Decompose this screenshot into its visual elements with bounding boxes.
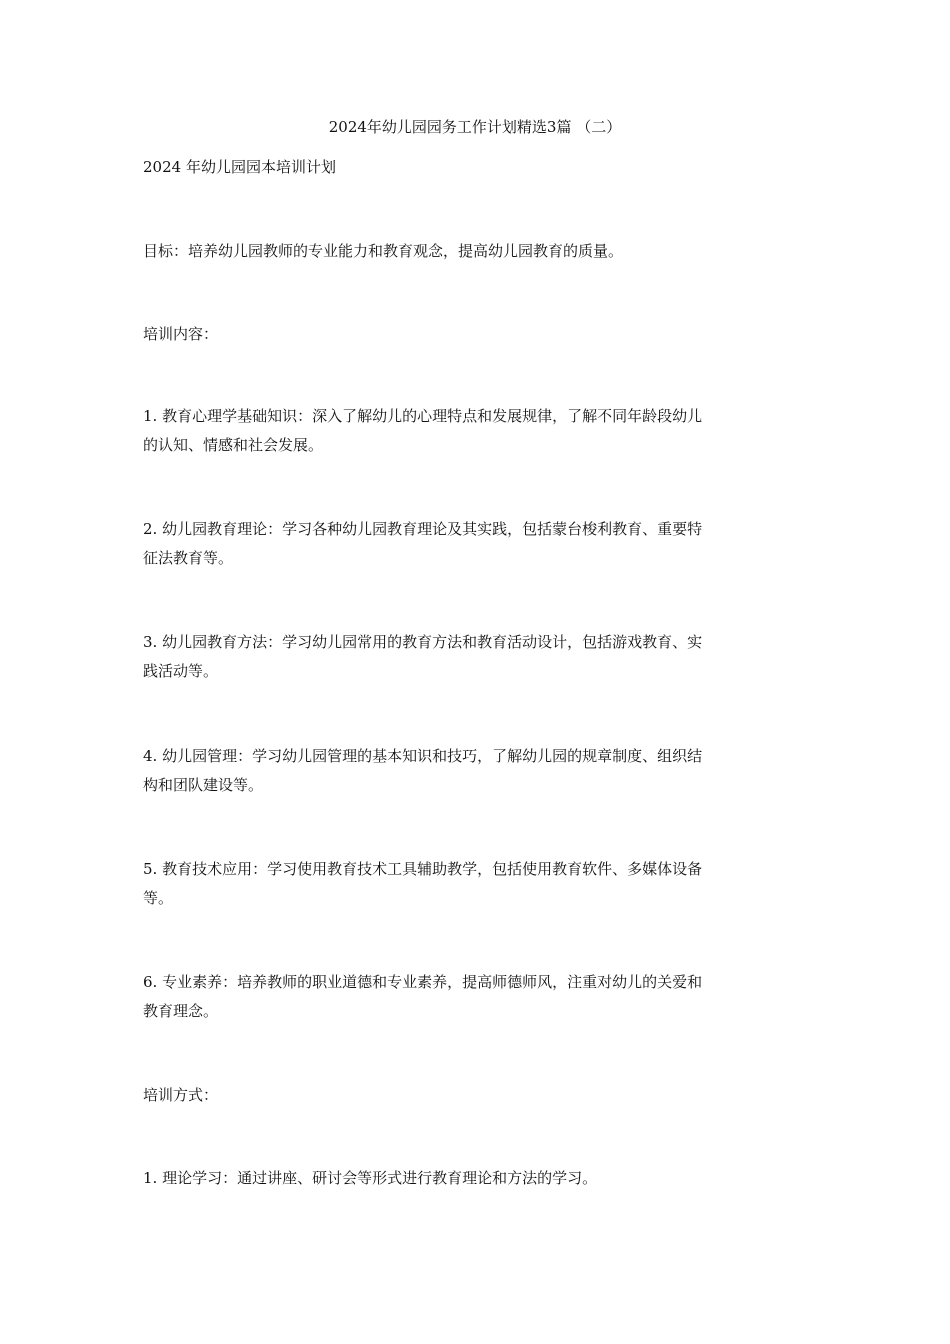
list-item-line: 2. 幼儿园教育理论：学习各种幼儿园教育理论及其实践，包括蒙台梭利教育、重要特 [143, 520, 703, 538]
list-item-line: 征法教育等。 [143, 549, 234, 567]
document-subtitle: 2024 年幼儿园园本培训计划 [143, 158, 336, 176]
list-item-line: 构和团队建设等。 [143, 776, 264, 794]
training-content-heading: 培训内容： [143, 325, 219, 343]
document-title: 2024年幼儿园园务工作计划精选3篇 （二） [328, 118, 622, 136]
list-item-line: 1. 教育心理学基础知识：深入了解幼儿的心理特点和发展规律，了解不同年龄段幼儿 [143, 407, 703, 425]
list-item-line: 4. 幼儿园管理：学习幼儿园管理的基本知识和技巧，了解幼儿园的规章制度、组织结 [143, 747, 703, 765]
list-item-line: 教育理念。 [143, 1002, 219, 1020]
list-item-line: 6. 专业素养：培养教师的职业道德和专业素养，提高师德师风，注重对幼儿的关爱和 [143, 973, 703, 991]
list-item-line: 3. 幼儿园教育方法：学习幼儿园常用的教育方法和教育活动设计，包括游戏教育、实 [143, 633, 703, 651]
list-item-line: 等。 [143, 889, 174, 907]
training-method-heading: 培训方式： [143, 1086, 219, 1104]
list-item-line: 践活动等。 [143, 662, 219, 680]
goal-paragraph: 目标：培养幼儿园教师的专业能力和教育观念，提高幼儿园教育的质量。 [143, 242, 624, 260]
list-item-line: 的认知、情感和社会发展。 [143, 436, 324, 454]
list-item: 1. 理论学习：通过讲座、研讨会等形式进行教育理论和方法的学习。 [143, 1169, 598, 1187]
list-item-line: 5. 教育技术应用：学习使用教育技术工具辅助教学，包括使用教育软件、多媒体设备 [143, 860, 703, 878]
